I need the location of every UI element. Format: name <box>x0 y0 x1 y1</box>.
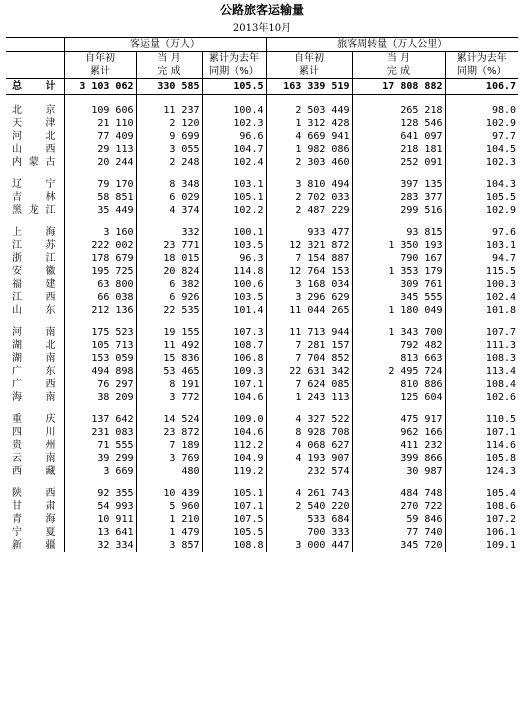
table-row <box>6 426 518 439</box>
cell-pass-month: 3 769 <box>136 452 202 465</box>
table-row <box>6 178 518 191</box>
cell-pass-month: 6 382 <box>136 278 202 291</box>
cell-turn-month: 790 167 <box>352 252 445 265</box>
cell-turn-pct: 106.1 <box>445 526 518 539</box>
cell-pass-month: 7 189 <box>136 439 202 452</box>
row-name: 广东 <box>12 366 56 377</box>
cell-pass-month: 2 248 <box>136 156 202 169</box>
cell-turn-month: 1 350 193 <box>352 239 445 252</box>
cell-turn-pct: 102.9 <box>445 117 518 130</box>
cell-pass-pct: 112.2 <box>202 439 266 452</box>
cell-turn-ytd: 12 764 153 <box>266 265 352 278</box>
cell-turn-ytd: 232 574 <box>266 465 352 478</box>
cell-pass-month: 4 374 <box>136 204 202 217</box>
table-row <box>6 339 518 352</box>
cell-pass-month: 23 872 <box>136 426 202 439</box>
cell-turn-ytd: 7 624 085 <box>266 378 352 391</box>
cell-pass-month: 23 771 <box>136 239 202 252</box>
row-name: 河北 <box>12 131 56 142</box>
cell-turn-month: 345 555 <box>352 291 445 304</box>
cell-pass-month: 6 926 <box>136 291 202 304</box>
cell-turn-ytd: 933 477 <box>266 226 352 239</box>
cell-pass-pct: 105.1 <box>202 487 266 500</box>
cell-turn-ytd: 1 243 113 <box>266 391 352 404</box>
cell-turn-month: 399 866 <box>352 452 445 465</box>
row-name: 河南 <box>12 327 56 338</box>
cell-pass-month: 20 824 <box>136 265 202 278</box>
cell-pass-ytd: 39 299 <box>64 452 136 465</box>
group-spacer <box>6 404 518 413</box>
cell-turn-month: 1 353 179 <box>352 265 445 278</box>
row-name: 重庆 <box>12 414 56 425</box>
table-row <box>6 326 518 339</box>
cell-pass-pct: 119.2 <box>202 465 266 478</box>
cell-turn-pct: 105.4 <box>445 487 518 500</box>
row-name: 辽宁 <box>12 179 56 190</box>
cell-turn-pct: 97.7 <box>445 130 518 143</box>
cell-pass-ytd: 21 110 <box>64 117 136 130</box>
cell-turn-month: 59 846 <box>352 513 445 526</box>
cell-turn-pct: 114.6 <box>445 439 518 452</box>
table-row <box>6 526 518 539</box>
cell-pass-pct: 107.1 <box>202 500 266 513</box>
cell-turn-pct: 101.8 <box>445 304 518 317</box>
cell-turn-ytd: 700 333 <box>266 526 352 539</box>
cell-turn-pct: 124.3 <box>445 465 518 478</box>
cell-turn-pct: 108.6 <box>445 500 518 513</box>
cell-turn-ytd: 2 487 229 <box>266 204 352 217</box>
turn-ytd-header-2: 累计 <box>266 65 352 79</box>
table-row <box>6 291 518 304</box>
table-row <box>6 439 518 452</box>
row-name: 安徽 <box>12 266 56 277</box>
cell-pass-ytd: 58 851 <box>64 191 136 204</box>
cell-turn-month: 641 097 <box>352 130 445 143</box>
cell-turn-month: 397 135 <box>352 178 445 191</box>
pass-pct-header-2: 同期（%） <box>202 65 266 79</box>
cell-turn-ytd: 11 044 265 <box>266 304 352 317</box>
cell-pass-pct: 104.7 <box>202 143 266 156</box>
cell-pass-month: 14 524 <box>136 413 202 426</box>
cell-pass-month: 11 492 <box>136 339 202 352</box>
cell-pass-pct: 114.8 <box>202 265 266 278</box>
row-name: 内蒙古 <box>12 157 56 168</box>
cell-turn-ytd: 11 713 944 <box>266 326 352 339</box>
cell-pass-ytd: 29 113 <box>64 143 136 156</box>
cell-pass-ytd: 178 679 <box>64 252 136 265</box>
cell-turn-month: 792 482 <box>352 339 445 352</box>
cell-pass-month: 5 960 <box>136 500 202 513</box>
cell-turn-pct: 98.0 <box>445 104 518 117</box>
pass-ytd-header-2: 累计 <box>64 65 136 79</box>
table-row <box>6 513 518 526</box>
cell-turn-ytd: 1 312 428 <box>266 117 352 130</box>
row-name: 四川 <box>12 427 56 438</box>
row-name: 山东 <box>12 305 56 316</box>
cell-pass-month: 9 699 <box>136 130 202 143</box>
cell-pass-ytd: 175 523 <box>64 326 136 339</box>
cell-turn-month: 77 740 <box>352 526 445 539</box>
cell-pass-ytd: 20 244 <box>64 156 136 169</box>
cell-turn-pct: 102.4 <box>445 291 518 304</box>
cell-turn-month: 475 917 <box>352 413 445 426</box>
turn-pct-header-2: 同期（%） <box>445 65 518 79</box>
row-name: 云南 <box>12 453 56 464</box>
cell-pass-ytd: 79 170 <box>64 178 136 191</box>
cell-turn-ytd: 8 928 708 <box>266 426 352 439</box>
cell-turn-month: 810 886 <box>352 378 445 391</box>
cell-pass-pct: 109.0 <box>202 413 266 426</box>
table-row <box>6 104 518 117</box>
cell-pass-ytd: 92 355 <box>64 487 136 500</box>
cell-pass-pct: 100.4 <box>202 104 266 117</box>
cell-pass-ytd: 195 725 <box>64 265 136 278</box>
cell-pass-pct: 96.6 <box>202 130 266 143</box>
cell-turn-month: 30 987 <box>352 465 445 478</box>
cell-pass-pct: 103.1 <box>202 178 266 191</box>
cell-pass-month: 1 479 <box>136 526 202 539</box>
cell-pass-month: 480 <box>136 465 202 478</box>
cell-pass-pct: 102.2 <box>202 204 266 217</box>
cell-turn-ytd: 12 321 872 <box>266 239 352 252</box>
row-name: 福建 <box>12 279 56 290</box>
table-row <box>6 304 518 317</box>
cell-pass-ytd: 32 334 <box>64 539 136 552</box>
transport-table <box>6 37 518 552</box>
cell-turn-ytd: 3 810 494 <box>266 178 352 191</box>
table-row <box>6 226 518 239</box>
group-spacer <box>6 217 518 226</box>
cell-pass-ytd: 153 059 <box>64 352 136 365</box>
cell-pass-ytd: 13 641 <box>64 526 136 539</box>
cell-pass-month: 11 237 <box>136 104 202 117</box>
cell-turn-pct: 102.3 <box>445 156 518 169</box>
cell-pass-pct: 103.5 <box>202 239 266 252</box>
cell-pass-pct: 101.4 <box>202 304 266 317</box>
row-name: 总 计 <box>6 79 64 95</box>
cell-pass-month: 10 439 <box>136 487 202 500</box>
table-row <box>6 352 518 365</box>
cell-turn-pct: 107.7 <box>445 326 518 339</box>
table-row <box>6 191 518 204</box>
cell-turn-month: 265 218 <box>352 104 445 117</box>
cell-pass-month: 332 <box>136 226 202 239</box>
cell-pass-pct: 100.1 <box>202 226 266 239</box>
cell-turn-month: 17 808 882 <box>352 79 445 95</box>
cell-turn-ytd: 4 068 627 <box>266 439 352 452</box>
cell-pass-month: 22 535 <box>136 304 202 317</box>
table-row <box>6 413 518 426</box>
row-name: 海南 <box>12 392 56 403</box>
table-row <box>6 252 518 265</box>
cell-pass-pct: 106.8 <box>202 352 266 365</box>
cell-pass-ytd: 63 800 <box>64 278 136 291</box>
cell-pass-pct: 107.1 <box>202 378 266 391</box>
table-row <box>6 143 518 156</box>
cell-turn-pct: 105.5 <box>445 191 518 204</box>
cell-pass-ytd: 38 209 <box>64 391 136 404</box>
cell-pass-ytd: 222 002 <box>64 239 136 252</box>
cell-turn-ytd: 4 193 907 <box>266 452 352 465</box>
row-name: 天津 <box>12 118 56 129</box>
cell-pass-ytd: 10 911 <box>64 513 136 526</box>
cell-pass-pct: 105.5 <box>202 79 266 95</box>
total-row <box>6 79 518 95</box>
turnover-group-header: 旅客周转量（万人公里） <box>266 38 518 52</box>
cell-pass-ytd: 212 136 <box>64 304 136 317</box>
cell-pass-month: 8 348 <box>136 178 202 191</box>
table-row <box>6 365 518 378</box>
cell-turn-month: 270 722 <box>352 500 445 513</box>
row-name: 江苏 <box>12 240 56 251</box>
report-sheet <box>6 0 518 552</box>
row-name: 宁夏 <box>12 527 56 538</box>
cell-pass-month: 3 055 <box>136 143 202 156</box>
cell-pass-month: 8 191 <box>136 378 202 391</box>
cell-pass-pct: 105.5 <box>202 526 266 539</box>
cell-pass-ytd: 66 038 <box>64 291 136 304</box>
table-row <box>6 117 518 130</box>
cell-pass-pct: 108.8 <box>202 539 266 552</box>
cell-pass-month: 3 772 <box>136 391 202 404</box>
pass-month-header-2: 完 成 <box>136 65 202 79</box>
table-row <box>6 130 518 143</box>
cell-turn-ytd: 22 631 342 <box>266 365 352 378</box>
cell-turn-ytd: 3 000 447 <box>266 539 352 552</box>
cell-turn-month: 813 663 <box>352 352 445 365</box>
cell-turn-ytd: 2 702 033 <box>266 191 352 204</box>
row-name: 山西 <box>12 144 56 155</box>
cell-turn-ytd: 4 669 941 <box>266 130 352 143</box>
cell-pass-ytd: 35 449 <box>64 204 136 217</box>
cell-pass-ytd: 3 669 <box>64 465 136 478</box>
cell-turn-month: 1 343 700 <box>352 326 445 339</box>
cell-turn-pct: 109.1 <box>445 539 518 552</box>
table-row <box>6 239 518 252</box>
cell-pass-ytd: 231 083 <box>64 426 136 439</box>
table-row <box>6 539 518 552</box>
pass-ytd-header: 自年初 <box>64 52 136 66</box>
passengers-group-header: 客运量（万人） <box>64 38 266 52</box>
cell-pass-ytd: 71 555 <box>64 439 136 452</box>
pass-pct-header: 累计为去年 <box>202 52 266 66</box>
cell-turn-pct: 103.1 <box>445 239 518 252</box>
cell-turn-pct: 97.6 <box>445 226 518 239</box>
turn-month-header-2: 完 成 <box>352 65 445 79</box>
cell-turn-pct: 94.7 <box>445 252 518 265</box>
group-spacer <box>6 169 518 178</box>
cell-pass-month: 53 465 <box>136 365 202 378</box>
cell-turn-month: 345 720 <box>352 539 445 552</box>
cell-pass-pct: 100.6 <box>202 278 266 291</box>
cell-pass-pct: 109.3 <box>202 365 266 378</box>
cell-turn-month: 283 377 <box>352 191 445 204</box>
cell-pass-pct: 104.6 <box>202 426 266 439</box>
table-row <box>6 204 518 217</box>
cell-pass-ytd: 109 606 <box>64 104 136 117</box>
cell-turn-month: 218 181 <box>352 143 445 156</box>
cell-turn-ytd: 1 982 086 <box>266 143 352 156</box>
cell-turn-pct: 108.4 <box>445 378 518 391</box>
cell-pass-ytd: 76 297 <box>64 378 136 391</box>
cell-turn-pct: 115.5 <box>445 265 518 278</box>
table-row <box>6 465 518 478</box>
cell-pass-month: 1 210 <box>136 513 202 526</box>
cell-turn-month: 411 232 <box>352 439 445 452</box>
cell-turn-month: 962 166 <box>352 426 445 439</box>
cell-turn-pct: 107.1 <box>445 426 518 439</box>
cell-pass-pct: 108.7 <box>202 339 266 352</box>
cell-turn-ytd: 2 540 220 <box>266 500 352 513</box>
cell-pass-pct: 107.5 <box>202 513 266 526</box>
cell-turn-pct: 104.3 <box>445 178 518 191</box>
cell-pass-ytd: 3 160 <box>64 226 136 239</box>
row-name: 新疆 <box>12 540 56 551</box>
cell-pass-pct: 102.3 <box>202 117 266 130</box>
cell-turn-ytd: 7 154 887 <box>266 252 352 265</box>
cell-pass-ytd: 77 409 <box>64 130 136 143</box>
table-row <box>6 391 518 404</box>
row-name: 西藏 <box>12 466 56 477</box>
cell-turn-pct: 104.5 <box>445 143 518 156</box>
turn-month-header: 当 月 <box>352 52 445 66</box>
cell-pass-month: 15 836 <box>136 352 202 365</box>
cell-pass-month: 2 120 <box>136 117 202 130</box>
row-name: 陕西 <box>12 488 56 499</box>
cell-turn-ytd: 4 327 522 <box>266 413 352 426</box>
cell-turn-month: 299 516 <box>352 204 445 217</box>
cell-turn-ytd: 163 339 519 <box>266 79 352 95</box>
cell-pass-pct: 104.6 <box>202 391 266 404</box>
cell-pass-pct: 104.9 <box>202 452 266 465</box>
cell-pass-month: 3 857 <box>136 539 202 552</box>
table-row <box>6 500 518 513</box>
cell-turn-ytd: 3 296 629 <box>266 291 352 304</box>
cell-turn-pct: 107.2 <box>445 513 518 526</box>
table-row <box>6 378 518 391</box>
report-period: 2013年10月 <box>232 23 292 34</box>
row-name: 江西 <box>12 292 56 303</box>
cell-turn-month: 128 546 <box>352 117 445 130</box>
row-name: 湖南 <box>12 353 56 364</box>
cell-turn-ytd: 3 168 034 <box>266 278 352 291</box>
group-header-row <box>6 38 518 52</box>
turn-ytd-header: 自年初 <box>266 52 352 66</box>
cell-pass-pct: 103.5 <box>202 291 266 304</box>
cell-pass-pct: 96.3 <box>202 252 266 265</box>
cell-pass-month: 19 155 <box>136 326 202 339</box>
row-name: 黑龙江 <box>12 205 56 216</box>
row-name: 广西 <box>12 379 56 390</box>
cell-turn-month: 2 495 724 <box>352 365 445 378</box>
cell-pass-pct: 102.4 <box>202 156 266 169</box>
cell-turn-ytd: 533 684 <box>266 513 352 526</box>
row-name: 北京 <box>12 105 56 116</box>
cell-turn-ytd: 7 704 852 <box>266 352 352 365</box>
cell-pass-pct: 107.3 <box>202 326 266 339</box>
cell-pass-ytd: 494 898 <box>64 365 136 378</box>
report-title: 公路旅客运输量 <box>219 3 304 17</box>
cell-pass-month: 330 585 <box>136 79 202 95</box>
table-row <box>6 487 518 500</box>
row-name: 浙江 <box>12 253 56 264</box>
cell-turn-pct: 100.3 <box>445 278 518 291</box>
turn-pct-header: 累计为去年 <box>445 52 518 66</box>
cell-turn-pct: 108.3 <box>445 352 518 365</box>
cell-turn-pct: 106.7 <box>445 79 518 95</box>
table-row <box>6 278 518 291</box>
cell-turn-ytd: 7 281 157 <box>266 339 352 352</box>
cell-pass-ytd: 137 642 <box>64 413 136 426</box>
cell-turn-month: 93 815 <box>352 226 445 239</box>
group-spacer <box>6 95 518 105</box>
cell-pass-ytd: 105 713 <box>64 339 136 352</box>
row-name: 湖北 <box>12 340 56 351</box>
row-name: 贵州 <box>12 440 56 451</box>
cell-pass-month: 18 015 <box>136 252 202 265</box>
cell-pass-ytd: 54 993 <box>64 500 136 513</box>
cell-turn-ytd: 2 303 460 <box>266 156 352 169</box>
pass-month-header: 当 月 <box>136 52 202 66</box>
row-name: 吉林 <box>12 192 56 203</box>
sub-header-row-2 <box>6 65 518 79</box>
table-row <box>6 265 518 278</box>
cell-turn-pct: 102.6 <box>445 391 518 404</box>
row-name: 青海 <box>12 514 56 525</box>
row-name: 甘肃 <box>12 501 56 512</box>
cell-pass-ytd: 3 103 062 <box>64 79 136 95</box>
cell-turn-month: 484 748 <box>352 487 445 500</box>
cell-turn-ytd: 4 261 743 <box>266 487 352 500</box>
cell-turn-pct: 113.4 <box>445 365 518 378</box>
cell-pass-month: 6 029 <box>136 191 202 204</box>
sub-header-row-1 <box>6 52 518 66</box>
cell-turn-ytd: 2 503 449 <box>266 104 352 117</box>
cell-turn-month: 1 180 049 <box>352 304 445 317</box>
cell-turn-pct: 102.9 <box>445 204 518 217</box>
row-name: 上海 <box>12 227 56 238</box>
cell-turn-month: 252 091 <box>352 156 445 169</box>
group-spacer <box>6 317 518 326</box>
cell-turn-pct: 111.3 <box>445 339 518 352</box>
cell-turn-pct: 105.8 <box>445 452 518 465</box>
table-row <box>6 156 518 169</box>
group-spacer <box>6 478 518 487</box>
cell-turn-month: 309 761 <box>352 278 445 291</box>
cell-turn-pct: 110.5 <box>445 413 518 426</box>
cell-turn-month: 125 604 <box>352 391 445 404</box>
cell-pass-pct: 105.1 <box>202 191 266 204</box>
table-row <box>6 452 518 465</box>
